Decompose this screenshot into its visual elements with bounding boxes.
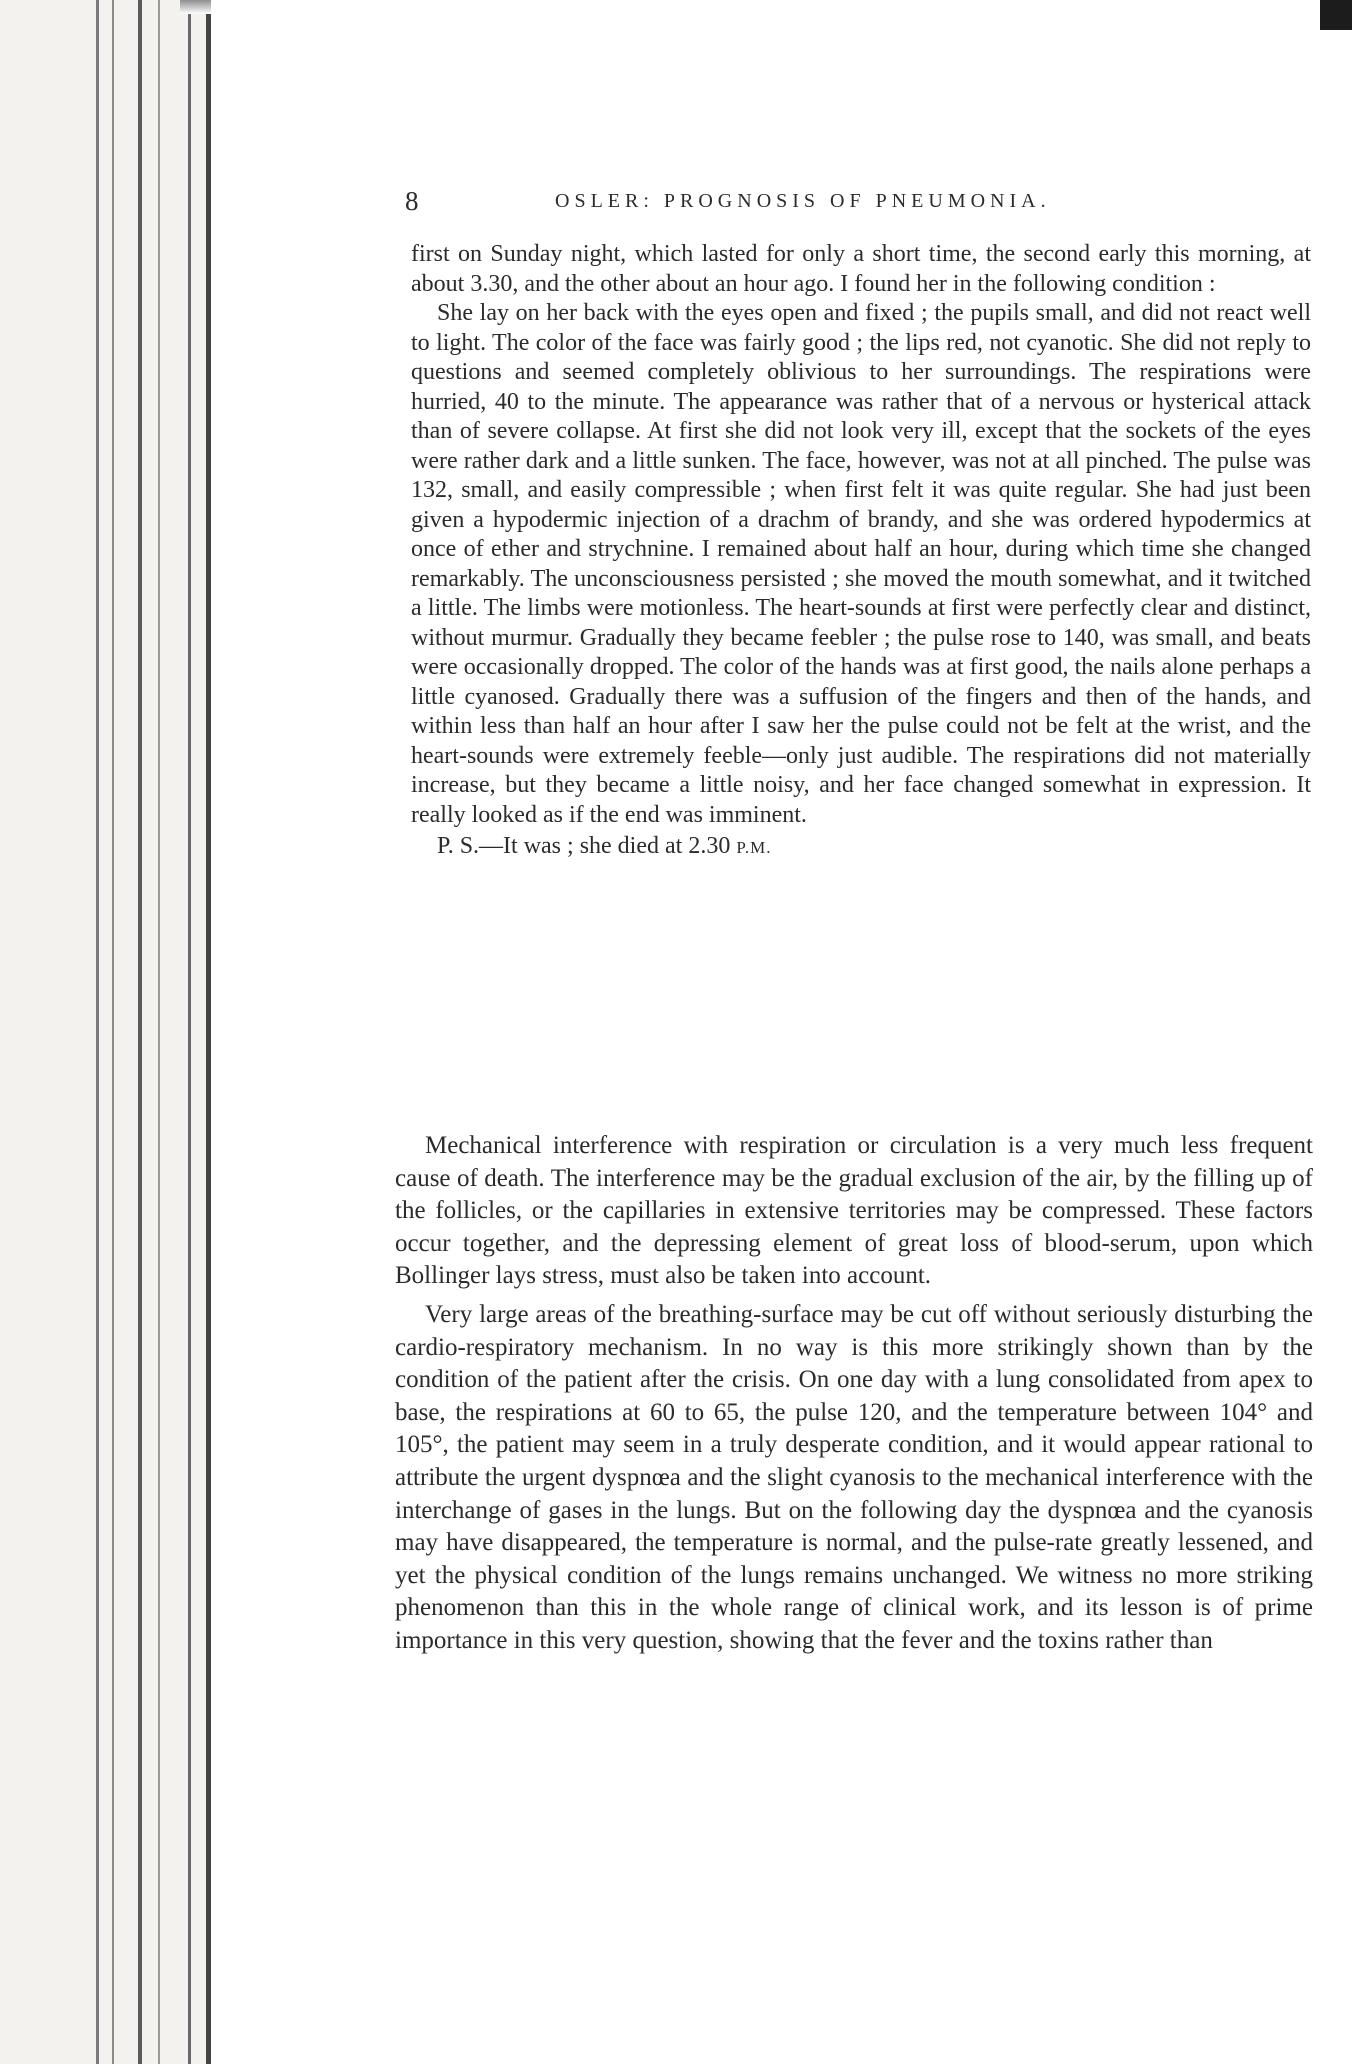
postscript-text: P. S.—It was ; she died at 2.30 [437, 833, 731, 859]
body-paragraph: Very large areas of the breathing-surface may be cut off without seriously disturbing the cardio-respiratory mechanism. In no way is this more strikingly shown than by the condition of the patient after the crisis. On one day with a lung consolidated from apex to base, the respirations at 60 to 65, the pulse 120, and the temperature between 104° and 105°, the patient may seem in a truly desperate condition, and it would appear rational to attribute the urgent dyspnœa and the slight cyanosis to the mechanical interference with the interchange of gases in the lungs. But on the following day the dyspnœa and the cyanosis may have disappeared, the temperature is normal, and the pulse-rate greatly lessened, and yet the physical condition of the lungs remains unchanged. We witness no more striking phenomenon than this in the whole range of clinical work, and its lesson is of prime importance in this very question, showing that the fever and the toxins rather than [395, 1300, 1313, 1654]
letter-postscript [411, 832, 1311, 863]
book-page-edge [188, 0, 191, 2064]
quoted-letter [411, 240, 1311, 863]
book-page-edge [112, 0, 114, 2064]
letter-paragraph: first on Sunday night, which lasted for only a short time, the second early this morning, at about 3.30, and the other about an hour ago. I found her in the following condition : [411, 241, 1311, 297]
scan-corner-mark [1320, 0, 1352, 30]
page-number: 8 [405, 186, 419, 216]
page-header [405, 186, 1321, 222]
book-page-edge [96, 0, 99, 2064]
body-paragraph: Mechanical interference with respiration or circulation is a very much less frequent cause of death. The interference may be the gradual exclusion of the air, by the filling up of the follicles, or the capillaries in extensive territories may be compressed. These factors occur together, and the depressing element of great loss of blood-serum, upon which Bollinger lays stress, must also be taken into account. [395, 1132, 1313, 1290]
letter-paragraph: She lay on her back with the eyes open and fixed ; the pupils small, and did not react well to light. The color of the face was fairly good ; the lips red, not cyanotic. She did not reply to questions and seemed completely oblivious to her surroundings. The respirations were hurried, 40 to the minute. The appearance was rather that of a nervous or hysterical attack than of severe collapse. At first she did not look very ill, except that the sockets of the eyes were rather dark and a little sunken. The face, however, was not at all pinched. The pulse was 132, small, and easily compressible ; when first felt it was quite regular. She had just been given a hypodermic injection of a drachm of brandy, and she was ordered hypodermics at once of ether and strychnine. I remained about half an hour, during which time she changed remarkably. The unconsciousness persisted ; she moved the mouth somewhat, and it twitched a little. The limbs were motionless. The heart-sounds at first were perfectly clear and distinct, without murmur. Gradually they became feebler ; the pulse rose to 140, was small, and beats were occasionally dropped. The color of the hands was at first good, the nails alone perhaps a little cyanosed. Gradually there was a suffusion of the fingers and then of the hands, and within less than half an hour after I saw her the pulse could not be felt at the wrist, and the heart-sounds were extremely feeble—only just audible. The respirations did not materially increase, but they became a little noisy, and her face changed somewhat in expression. It really looked as if the end was imminent. [411, 300, 1311, 828]
body-text [395, 1130, 1313, 1658]
book-page-edge [138, 0, 142, 2064]
book-page-edge [158, 0, 160, 2064]
running-title: OSLER: PROGNOSIS OF PNEUMONIA. [555, 190, 1051, 212]
postscript-time: P.M. [736, 838, 772, 857]
